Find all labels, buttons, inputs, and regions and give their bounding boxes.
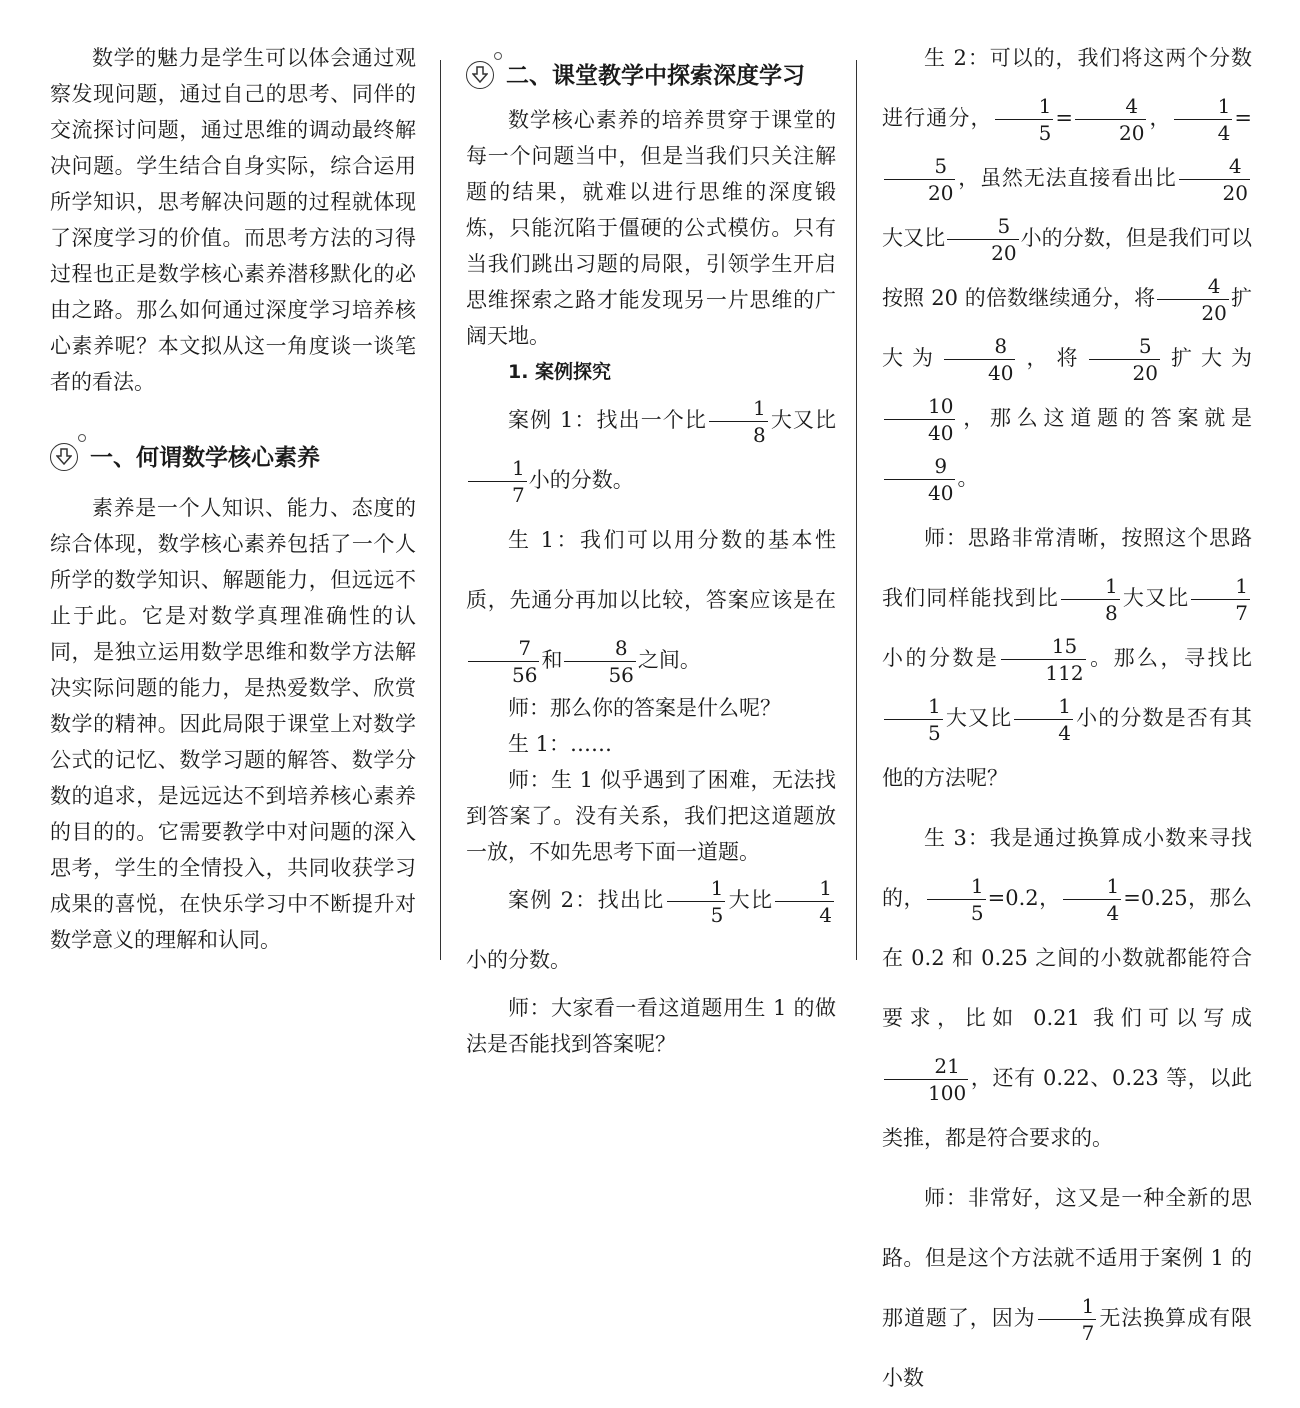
case-2: 案例 2：找出比 $\frac{1}{5}$ 大比 $\frac{1}{4}$ 小的分数。 bbox=[466, 876, 832, 972]
section-heading-2 bbox=[466, 58, 836, 94]
fraction-7-56: $\frac{7}{56}$ bbox=[468, 638, 539, 685]
subheading-case-study: 1. 案例探究 bbox=[508, 361, 612, 383]
fraction-8-40: $\frac{8}{40}$ bbox=[944, 336, 1015, 383]
fraction-15-112: $\frac{15}{112}$ bbox=[1001, 636, 1085, 683]
fraction-1-5: $\frac{1}{5}$ bbox=[995, 96, 1054, 143]
column-right bbox=[882, 40, 1252, 1408]
fraction-9-40: $\frac{9}{40}$ bbox=[884, 456, 955, 503]
fraction-1-4: $\frac{1}{4}$ bbox=[1174, 96, 1233, 143]
teacher-question-3: 师：大家看一看这道题用生 1 的做法是否能找到答案呢？ bbox=[466, 996, 836, 1056]
section-heading-1-text: 一、何谓数学核心素养 bbox=[90, 445, 320, 471]
fraction-5-20: $\frac{5}{20}$ bbox=[947, 216, 1018, 263]
student-2-answer: 生 2：可以的，我们将这两个分数进行通分， $\frac{1}{5}$ = $\frac{4}{20}$ ， $\frac{1}{4}$ = $\frac{5}{20}$ ，虽然无法直接看出比 $\frac{4}{20}$ 大又比 $\frac{5}{20}$ 小的分数，但是我们可以按照 20 的倍数继续通分，将 $\frac{4}{20}$ 扩大为 $\frac{8}{40}$ ，将 $\frac{5}{20}$ 扩大为 $\frac{10}{40}$ ，那么这道题的答案就是 $\frac{9}{40}$ 。 bbox=[882, 46, 1253, 505]
section-heading-2-text: 二、课堂教学中探索深度学习 bbox=[506, 63, 805, 89]
down-arrow-circle-icon bbox=[50, 443, 78, 471]
fraction-1-5: $\frac{1}{5}$ bbox=[927, 876, 986, 923]
intro-paragraph: 数学的魅力是学生可以体会通过观察发现问题，通过自己的思考、同伴的交流探讨问题，通过思维的调动最终解决问题。学生结合自身实际，综合运用所学知识，思考解决问题的过程就体现了深度学习的价值。而思考方法的习得过程也正是数学核心素养潜移默化的必由之路。那么如何通过深度学习培养核心素养呢？本文拟从这一角度谈一谈笔者的看法。 bbox=[50, 46, 416, 394]
fraction-1-7: $\frac{1}{7}$ bbox=[1038, 1296, 1097, 1343]
fraction-1-5: $\frac{1}{5}$ bbox=[667, 878, 726, 925]
student-1-ellipsis: 生 1：…… bbox=[508, 732, 613, 756]
column-divider-1 bbox=[440, 60, 441, 960]
student-3-answer: 生 3：我是通过换算成小数来寻找的， $\frac{1}{5}$ =0.2， $\frac{1}{4}$ =0.25，那么在 0.2 和 0.25 之间的小数就都能符合要求，比如 0.21 我们可以写成 $\frac{21}{100}$ ，还有 0.22、0.23 等，以此类推，都是符合要求的。 bbox=[882, 826, 1252, 1150]
fraction-1-8: $\frac{1}{8}$ bbox=[1061, 576, 1120, 623]
fraction-1-8: $\frac{1}{8}$ bbox=[709, 398, 768, 445]
section-heading-1 bbox=[50, 440, 416, 476]
column-middle bbox=[466, 40, 836, 1062]
fraction-1-5: $\frac{1}{5}$ bbox=[884, 696, 943, 743]
student-1-answer: 生 1：我们可以用分数的基本性质，先通分再加以比较，答案应该是在 $\frac{7}{56}$ 和 $\frac{8}{56}$ 之间。 bbox=[466, 528, 836, 687]
fraction-4-20: $\frac{4}{20}$ bbox=[1157, 276, 1228, 323]
teacher-remark-5: 师：非常好，这又是一种全新的思路。但是这个方法就不适用于案例 1 的那道题了，因为 $\frac{1}{7}$ 无法换算成有限小数 bbox=[882, 1186, 1253, 1390]
column-left bbox=[50, 40, 416, 958]
fraction-1-7: $\frac{1}{7}$ bbox=[468, 458, 527, 505]
fraction-21-100: $\frac{21}{100}$ bbox=[884, 1056, 968, 1103]
section-2-paragraph: 数学核心素养的培养贯穿于课堂的每一个问题当中，但是当我们只关注解题的结果，就难以进行思维的深度锻炼，只能沉陷于僵硬的公式模仿。只有当我们跳出习题的局限，引领学生开启思维探索之路才能发现另一片思维的广阔天地。 bbox=[466, 108, 836, 348]
section-1-paragraph: 素养是一个人知识、能力、态度的综合体现，数学核心素养包括了一个人所学的数学知识、解题能力，但远远不止于此。它是对数学真理准确性的认同，是独立运用数学思维和数学方法解决实际问题的能力，是热爱数学、欣赏数学的精神。因此局限于课堂上对数学公式的记忆、数学习题的解答、数学分数的追求，是远远达不到培养核心素养的目的的。它需要教学中对问题的深入思考，学生的全情投入，共同收获学习成果的喜悦，在快乐学习中不断提升对数学意义的理解和认同。 bbox=[50, 496, 416, 952]
case-1: 案例 1：找出一个比 $\frac{1}{8}$ 大又比 $\frac{1}{7}$ 小的分数。 bbox=[466, 390, 836, 510]
teacher-remark-4: 师：思路非常清晰，按照这个思路我们同样能找到比 $\frac{1}{8}$ 大又比 $\frac{1}{7}$ 小的分数是 $\frac{15}{112}$ 。那么，寻找比 $\frac{1}{5}$ 大又比 $\frac{1}{4}$ 小的分数是否有其他的方法呢？ bbox=[882, 526, 1253, 790]
fraction-1-4: $\frac{1}{4}$ bbox=[775, 878, 834, 925]
teacher-question-1: 师：那么你的答案是什么呢？ bbox=[508, 696, 781, 720]
fraction-1-7: $\frac{1}{7}$ bbox=[1191, 576, 1250, 623]
fraction-1-4: $\frac{1}{4}$ bbox=[1014, 696, 1073, 743]
column-divider-2 bbox=[856, 60, 857, 960]
teacher-remark-2: 师：生 1 似乎遇到了困难，无法找到答案了。没有关系，我们把这道题放一放，不如先思考下面一道题。 bbox=[466, 768, 836, 864]
fraction-1-4: $\frac{1}{4}$ bbox=[1063, 876, 1122, 923]
fraction-4-20: $\frac{4}{20}$ bbox=[1179, 156, 1250, 203]
fraction-5-20: $\frac{5}{20}$ bbox=[1089, 336, 1160, 383]
fraction-10-40: $\frac{10}{40}$ bbox=[884, 396, 955, 443]
down-arrow-circle-icon bbox=[466, 61, 494, 89]
fraction-4-20: $\frac{4}{20}$ bbox=[1075, 96, 1146, 143]
fraction-8-56: $\frac{8}{56}$ bbox=[564, 638, 635, 685]
fraction-5-20: $\frac{5}{20}$ bbox=[884, 156, 955, 203]
